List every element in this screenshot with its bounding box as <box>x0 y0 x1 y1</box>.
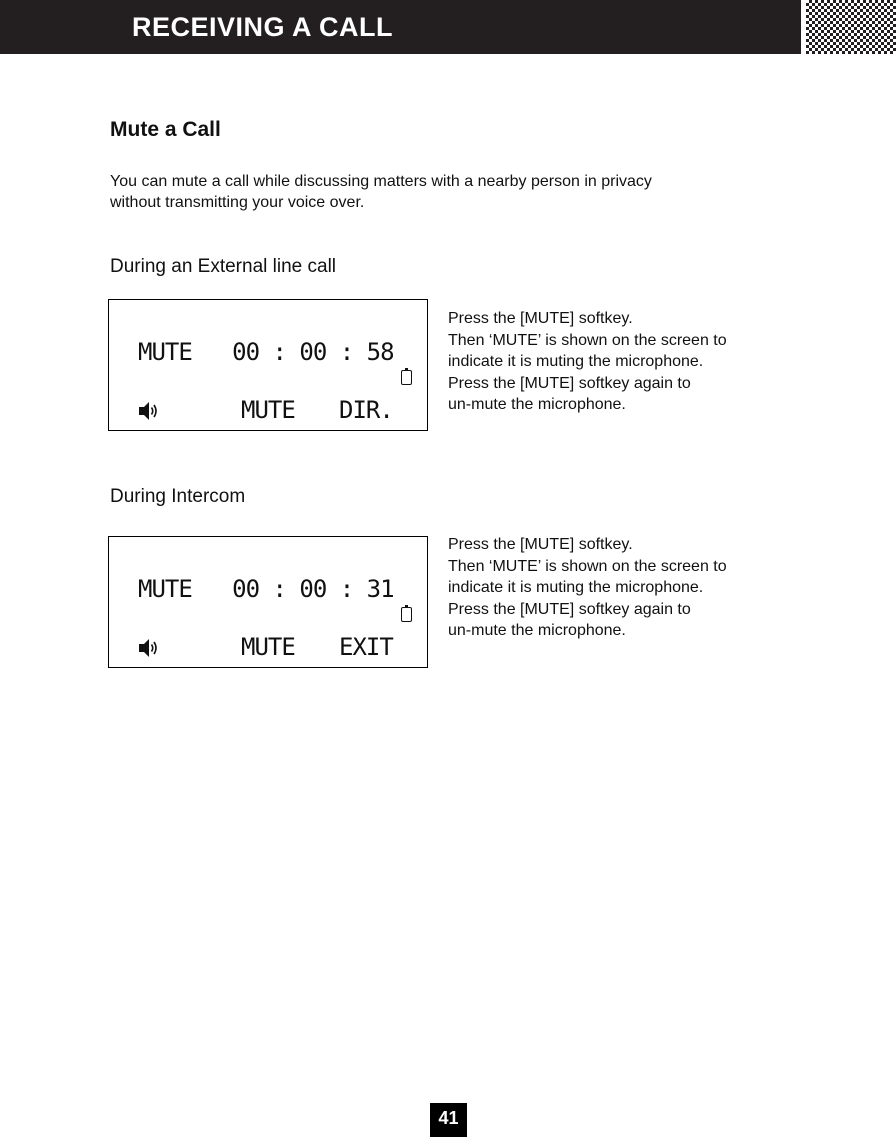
intro-line: without transmitting your voice over. <box>110 194 365 211</box>
instruction-line: un-mute the microphone. <box>448 396 626 413</box>
softkey-dir: DIR. <box>339 396 393 424</box>
speaker-icon <box>137 637 159 659</box>
subhead-intercom: During Intercom <box>110 486 246 507</box>
battery-icon <box>401 607 412 622</box>
lcd-display-external <box>108 299 428 431</box>
page-header-title: RECEIVING A CALL <box>132 12 394 42</box>
lcd-status-line: MUTE 00 : 00 : 58 <box>138 338 394 366</box>
instruction-line: Press the [MUTE] softkey again to <box>448 374 691 392</box>
speaker-icon <box>137 400 159 422</box>
instruction-line: indicate it is muting the microphone. <box>448 353 704 370</box>
lcd-status-line: MUTE 00 : 00 : 31 <box>138 575 394 603</box>
softkey-exit: EXIT <box>339 633 393 661</box>
page-number: 41 <box>430 1103 467 1137</box>
instruction-line: Press the [MUTE] softkey. <box>448 536 633 553</box>
instructions-intercom <box>448 534 788 642</box>
softkey-mute: MUTE <box>241 396 295 424</box>
battery-icon <box>401 370 412 385</box>
intro-line: You can mute a call while discussing matters with a nearby person in privacy <box>110 173 652 190</box>
instruction-line: Then ‘MUTE’ is shown on the screen to <box>448 331 727 349</box>
instructions-external <box>448 308 788 416</box>
softkey-mute: MUTE <box>241 633 295 661</box>
subhead-external: During an External line call <box>110 256 337 277</box>
lcd-display-intercom <box>108 536 428 668</box>
header-bar <box>0 0 801 54</box>
instruction-line: Then ‘MUTE’ is shown on the screen to <box>448 557 727 575</box>
instruction-line: Press the [MUTE] softkey. <box>448 310 633 327</box>
section-title: Mute a Call <box>110 118 221 141</box>
instruction-line: Press the [MUTE] softkey again to <box>448 600 691 618</box>
instruction-line: un-mute the microphone. <box>448 622 626 639</box>
intro-paragraph <box>110 171 770 213</box>
checker-pattern-decoration <box>806 0 896 54</box>
instruction-line: indicate it is muting the microphone. <box>448 579 704 596</box>
